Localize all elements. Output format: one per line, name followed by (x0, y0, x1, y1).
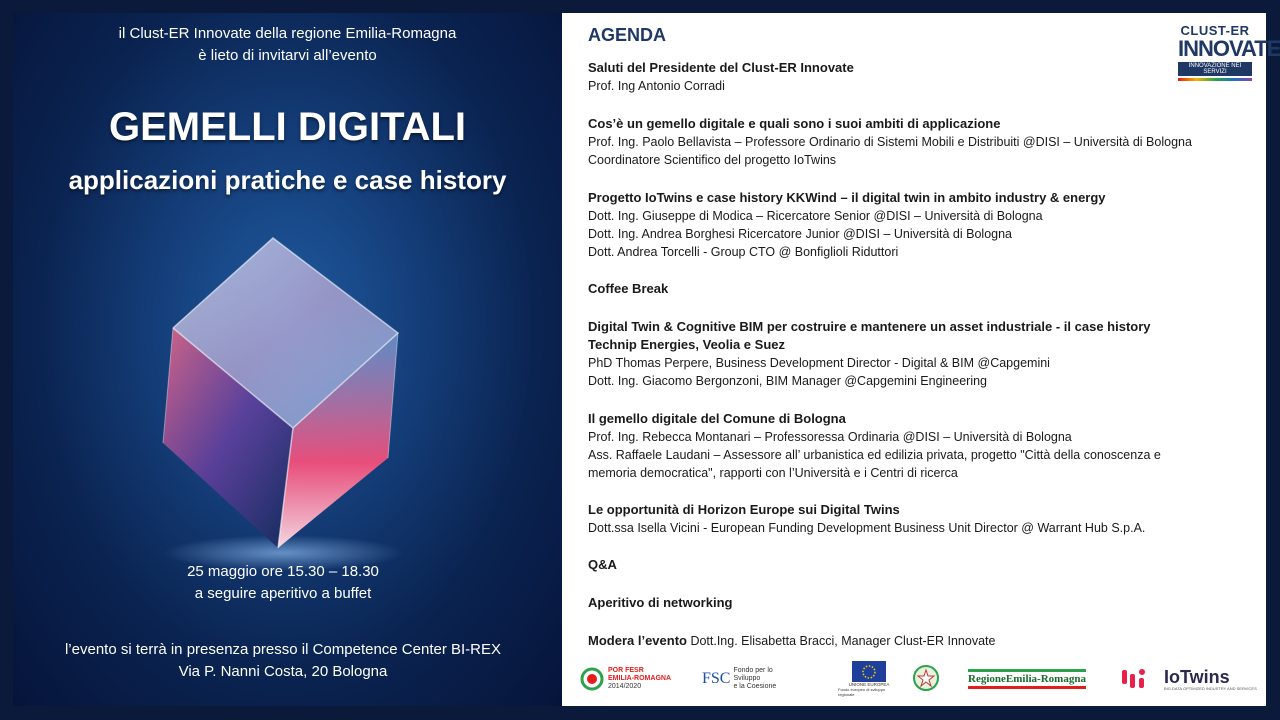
agenda-speaker: Dott. Ing. Giuseppe di Modica – Ricercatore Senior @DISI – Università di Bologna (588, 209, 1043, 223)
agenda-item-heading: Coffee Break (588, 281, 669, 296)
italian-republic-emblem (912, 661, 942, 697)
agenda-speaker: Dott. Andrea Torcelli - Group CTO @ Bonfiglioli Riduttori (588, 245, 899, 259)
agenda-item-heading: Le opportunità di Horizon Europe sui Digital Twins (588, 502, 900, 517)
agenda-speaker: memoria democratica", rapporti con l’Università e i Centri di ricerca (588, 466, 958, 480)
agenda-item (588, 410, 1248, 482)
eu-text: Fondo europeo di sviluppo regionale (838, 687, 886, 697)
event-venue (13, 639, 553, 683)
event-banner (13, 13, 562, 706)
fsc-sub-text: e la Coesione (733, 683, 777, 690)
glass-cube-image (133, 213, 433, 573)
fsc-logo (702, 661, 792, 697)
agenda-item (588, 280, 1248, 298)
iotwins-icon (1120, 666, 1164, 692)
agenda-speaker: Prof. Ing. Rebecca Montanari – Professoressa Ordinaria @DISI – Università di Bologna (588, 430, 1072, 444)
intro-text (13, 23, 562, 67)
moderator-text: Dott.Ing. Elisabetta Bracci, Manager Clust-ER Innovate (686, 634, 996, 648)
agenda-item (588, 556, 1248, 574)
regione-text: RegioneEmilia-Romagna (968, 669, 1086, 689)
date-line: 25 maggio ore 15.30 – 18.30 (187, 563, 379, 580)
agenda-speaker: Dott. Ing. Giacomo Bergonzoni, BIM Manager @Capgemini Engineering (588, 374, 988, 388)
fsc-text: FSC (702, 670, 731, 687)
por-fesr-icon (580, 667, 604, 691)
logo-top-text: CLUST-ER (1180, 23, 1250, 38)
agenda-speaker: PhD Thomas Perpere, Business Development Director - Digital & BIM @Capgemini (588, 356, 1050, 370)
moderator (588, 632, 1248, 650)
agenda-item (588, 59, 1248, 95)
date-line: a seguire aperitivo a buffet (194, 585, 372, 602)
agenda-item-heading: Progetto IoTwins e case history KKWind – il digital twin in ambito industry & energy (588, 190, 1106, 205)
intro-line: il Clust-ER Innovate della regione Emilia-Romagna (118, 25, 457, 42)
venue-line: Via P. Nanni Costa, 20 Bologna (178, 663, 388, 680)
iotwins-sub-text: BIG DATA OPTIMIZED INDUSTRY AND SERVICES (1164, 685, 1257, 691)
logo-main-text: INNOVATE (1178, 36, 1280, 61)
agenda-speaker: Coordinatore Scientifico del progetto IoTwins (588, 153, 837, 167)
agenda-item (588, 501, 1248, 537)
sponsor-logos (580, 661, 1260, 697)
agenda-item-heading: Technip Energies, Veolia e Suez (588, 337, 785, 352)
moderator-label: Modera l’evento (588, 633, 687, 648)
agenda-speaker: Prof. Ing Antonio Corradi (588, 79, 725, 93)
venue-line: l’evento si terrà in presenza presso il Competence Center BI-REX (64, 641, 502, 658)
iotwins-logo (1120, 661, 1260, 697)
agenda-item-heading: Cos’è un gemello digitale e quali sono i suoi ambiti di applicazione (588, 116, 1001, 131)
por-text: EMILIA-ROMAGNA (608, 675, 671, 682)
agenda-title: AGENDA (588, 25, 667, 45)
agenda-item (588, 189, 1248, 261)
agenda-item (588, 115, 1248, 169)
agenda-item (588, 318, 1248, 390)
agenda-speaker: Prof. Ing. Paolo Bellavista – Professore Ordinario di Sistemi Mobili e Distribuiti @DISI – Università di Bologna (588, 135, 1192, 149)
event-date (13, 561, 553, 605)
regione-emilia-romagna-logo (968, 661, 1100, 697)
agenda-speaker: Dott.ssa Isella Vicini - European Funding Development Business Unit Director @ Warrant Hub S.p.A. (588, 521, 1146, 535)
agenda-item-heading: Aperitivo di networking (588, 595, 733, 610)
agenda-speaker: Ass. Raffaele Laudani – Assessore all’ urbanistica ed edilizia privata, progetto "Città della conoscenza e (588, 448, 1161, 462)
agenda-speaker: Dott. Ing. Andrea Borghesi Ricercatore Junior @DISI – Università di Bologna (588, 227, 1013, 241)
por-text: 2014/2020 (608, 683, 642, 690)
eu-logo (838, 661, 900, 697)
iotwins-text: IoTwins (1164, 666, 1230, 687)
por-fesr-logo (580, 661, 680, 697)
por-text: POR FESR (608, 667, 644, 674)
eu-text: UNIONE EUROPEA (848, 682, 890, 687)
agenda-item-heading: Digital Twin & Cognitive BIM per costruire e mantenere un asset industriale - il case history (588, 319, 1151, 334)
agenda-item-heading: Q&A (588, 557, 617, 572)
agenda-item (588, 594, 1248, 612)
agenda-item-heading: Il gemello digitale del Comune di Bologna (588, 411, 846, 426)
event-subtitle: applicazioni pratiche e case history (68, 165, 507, 195)
logo-sub-text: INNOVAZIONE NEI SERVIZI (1178, 62, 1252, 76)
emblem-icon (912, 663, 940, 695)
fsc-sub-text: Fondo per lo Sviluppo (733, 667, 773, 682)
agenda-item-heading: Saluti del Presidente del Clust-ER Innovate (588, 60, 854, 75)
eu-flag-icon (852, 661, 886, 682)
agenda-panel (562, 13, 1280, 706)
intro-line: è lieto di invitarvi all’evento (198, 47, 377, 64)
event-title: GEMELLI DIGITALI (108, 105, 466, 149)
